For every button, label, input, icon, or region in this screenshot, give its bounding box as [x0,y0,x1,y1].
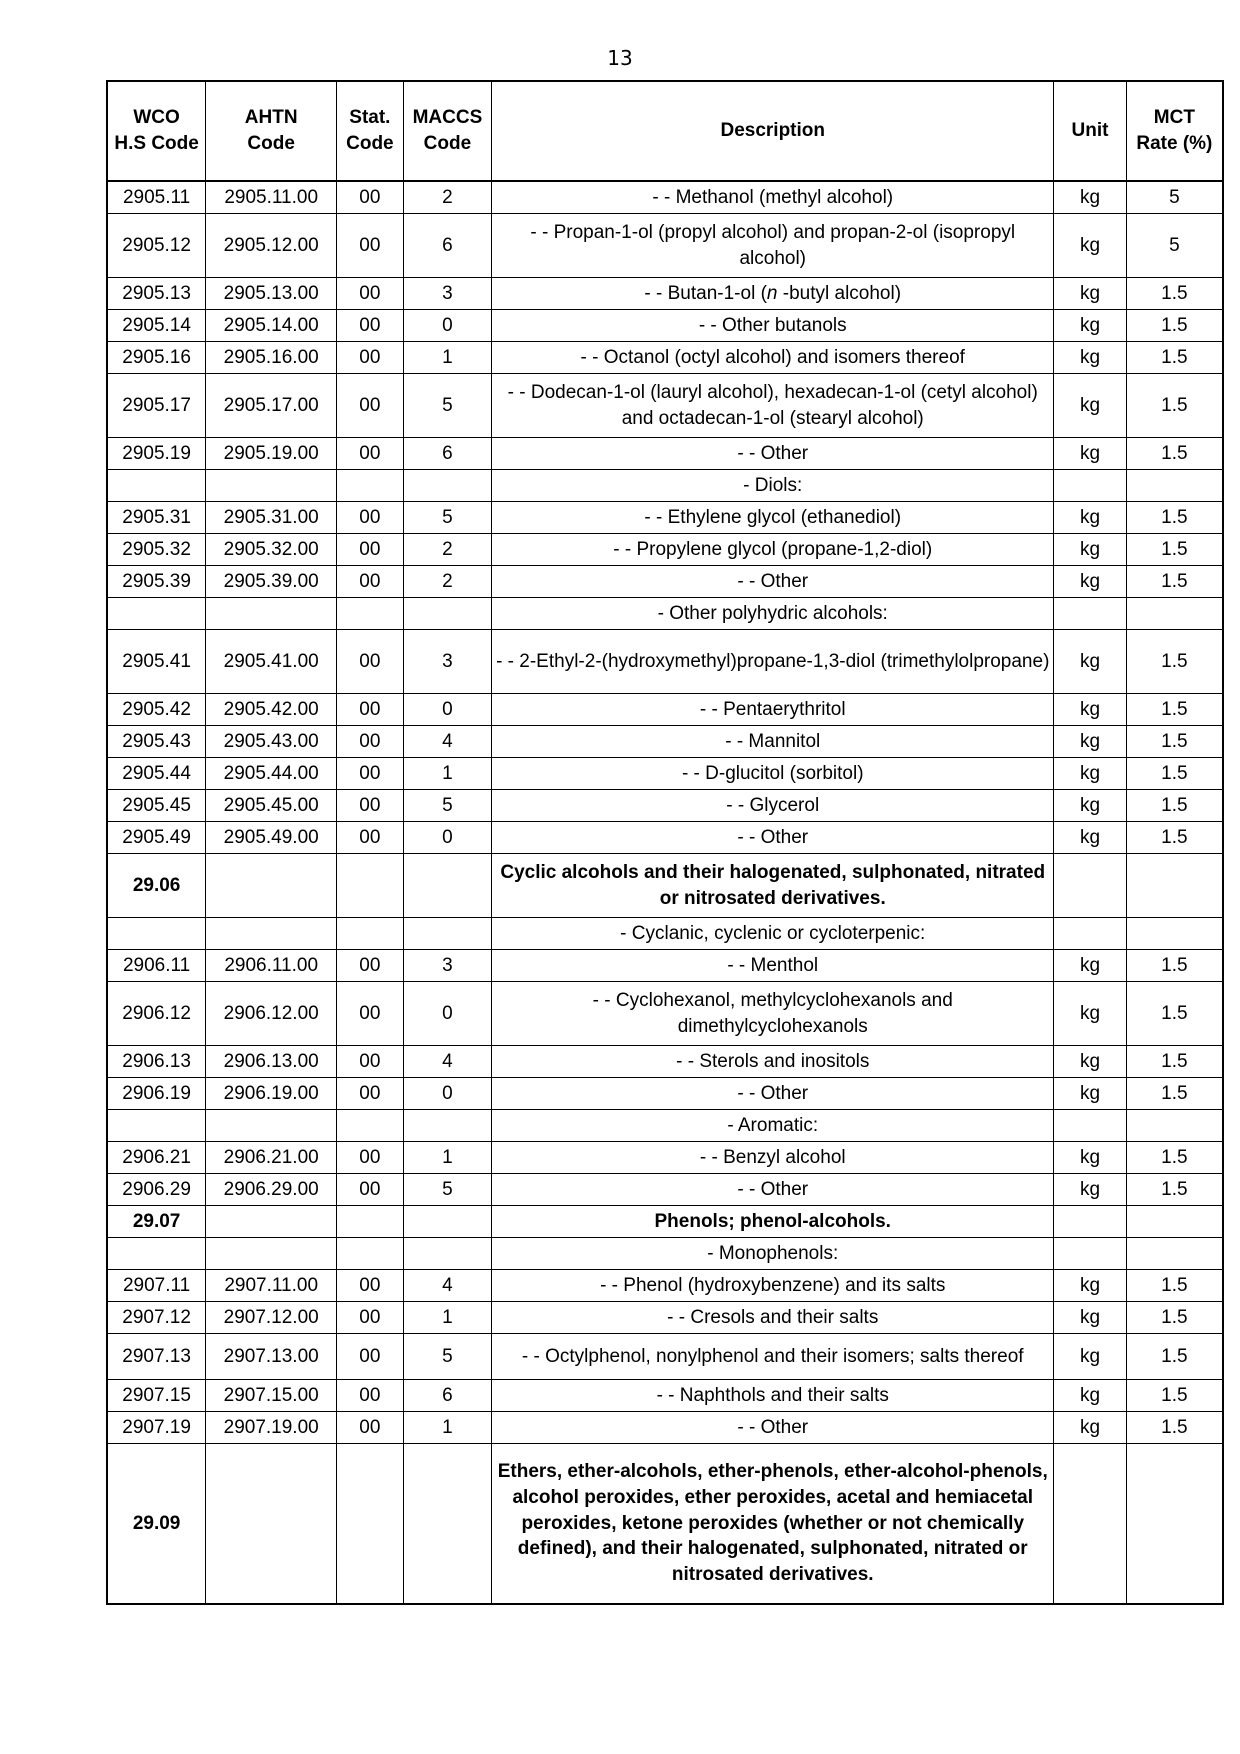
mct-rate-cell: 1.5 [1126,1380,1223,1412]
unit-cell: kg [1054,1046,1127,1078]
unit-cell: kg [1054,1078,1127,1110]
table-row [107,566,1223,598]
description-cell: Ethers, ether-alcohols, ether-phenols, ether-alcohol-phenols, alcohol peroxides, ether peroxides, acetal and hemiacetal peroxides, ketone peroxides (whether or not chemically defined), and their halogenated, sulphonated, nitrated or nitrosated derivatives. [492,1444,1054,1605]
unit-cell: kg [1054,1334,1127,1380]
maccs-code-cell: 6 [403,1380,492,1412]
table-row [107,1334,1223,1380]
table-row [107,1206,1223,1238]
ahtn-code-cell [206,854,337,918]
wco-code-cell [107,598,206,630]
wco-code-cell: 2905.44 [107,758,206,790]
table-row [107,950,1223,982]
mct-rate-cell: 1.5 [1126,310,1223,342]
ahtn-code-cell [206,1444,337,1605]
maccs-code-cell: 5 [403,1334,492,1380]
mct-rate-cell: 1.5 [1126,534,1223,566]
table-row [107,1078,1223,1110]
wco-code-cell [107,470,206,502]
description-cell: - - Other [492,438,1054,470]
table-row [107,1110,1223,1142]
maccs-code-cell: 6 [403,214,492,278]
description-cell: Cyclic alcohols and their halogenated, sulphonated, nitrated or nitrosated derivatives. [492,854,1054,918]
wco-code-cell: 29.07 [107,1206,206,1238]
ahtn-code-cell [206,1206,337,1238]
table-row [107,1302,1223,1334]
table-row [107,758,1223,790]
wco-code-cell: 2906.19 [107,1078,206,1110]
unit-cell: kg [1054,1174,1127,1206]
wco-code-cell: 2907.19 [107,1412,206,1444]
mct-rate-cell: 1.5 [1126,758,1223,790]
description-cell: - - Other [492,566,1054,598]
wco-code-cell: 2905.19 [107,438,206,470]
table-row [107,1238,1223,1270]
description-cell: - Cyclanic, cyclenic or cycloterpenic: [492,918,1054,950]
table-row [107,694,1223,726]
table-row [107,726,1223,758]
unit-cell: kg [1054,1302,1127,1334]
wco-code-cell: 2905.41 [107,630,206,694]
maccs-code-cell: 5 [403,1174,492,1206]
stat-code-cell: 00 [337,534,403,566]
wco-code-cell: 2906.11 [107,950,206,982]
table-row [107,1412,1223,1444]
wco-code-cell: 2905.39 [107,566,206,598]
description-cell: Phenols; phenol-alcohols. [492,1206,1054,1238]
description-cell: - - Phenol (hydroxybenzene) and its salts [492,1270,1054,1302]
maccs-code-cell [403,1110,492,1142]
ahtn-code-cell: 2906.12.00 [206,982,337,1046]
unit-cell [1054,598,1127,630]
mct-rate-cell: 1.5 [1126,1270,1223,1302]
ahtn-code-cell [206,918,337,950]
description-cell: - - Cresols and their salts [492,1302,1054,1334]
wco-code-cell: 2905.16 [107,342,206,374]
wco-code-cell [107,1238,206,1270]
description-cell: - Aromatic: [492,1110,1054,1142]
mct-rate-cell [1126,854,1223,918]
stat-code-cell: 00 [337,438,403,470]
unit-cell: kg [1054,726,1127,758]
unit-cell: kg [1054,1412,1127,1444]
wco-code-cell: 2905.31 [107,502,206,534]
mct-rate-cell: 1.5 [1126,1334,1223,1380]
ahtn-code-cell: 2906.11.00 [206,950,337,982]
ahtn-code-cell: 2905.45.00 [206,790,337,822]
wco-code-cell: 2905.43 [107,726,206,758]
stat-code-cell: 00 [337,214,403,278]
wco-code-cell: 2905.32 [107,534,206,566]
description-cell: - - Mannitol [492,726,1054,758]
wco-code-cell: 2905.45 [107,790,206,822]
table-row [107,1142,1223,1174]
description-cell: - - Propan-1-ol (propyl alcohol) and propan-2-ol (isopropyl alcohol) [492,214,1054,278]
ahtn-code-cell: 2905.13.00 [206,278,337,310]
mct-rate-cell: 1.5 [1126,438,1223,470]
description-cell: - - Other [492,1174,1054,1206]
maccs-code-cell: 1 [403,342,492,374]
mct-rate-cell: 1.5 [1126,950,1223,982]
description-cell: - - Cyclohexanol, methylcyclohexanols and dimethylcyclohexanols [492,982,1054,1046]
ahtn-code-cell: 2905.19.00 [206,438,337,470]
wco-code-cell: 2906.12 [107,982,206,1046]
maccs-code-cell [403,598,492,630]
table-row [107,438,1223,470]
stat-code-cell [337,1110,403,1142]
unit-cell: kg [1054,982,1127,1046]
unit-cell: kg [1054,214,1127,278]
ahtn-code-cell [206,1238,337,1270]
table-row [107,854,1223,918]
description-cell: - - Benzyl alcohol [492,1142,1054,1174]
ahtn-code-cell: 2905.39.00 [206,566,337,598]
mct-rate-cell: 1.5 [1126,1174,1223,1206]
description-cell: - Other polyhydric alcohols: [492,598,1054,630]
maccs-code-cell: 1 [403,1412,492,1444]
description-cell: - - Other butanols [492,310,1054,342]
maccs-code-cell: 1 [403,1142,492,1174]
stat-code-cell: 00 [337,1380,403,1412]
mct-rate-cell: 1.5 [1126,1046,1223,1078]
description-cell: - - Menthol [492,950,1054,982]
table-row [107,1046,1223,1078]
stat-code-cell: 00 [337,181,403,214]
unit-cell [1054,1206,1127,1238]
stat-code-cell: 00 [337,694,403,726]
header-stat-code: Stat. Code [337,81,403,181]
ahtn-code-cell: 2905.16.00 [206,342,337,374]
stat-code-cell [337,598,403,630]
maccs-code-cell: 5 [403,374,492,438]
wco-code-cell: 2905.13 [107,278,206,310]
wco-code-cell: 2905.49 [107,822,206,854]
stat-code-cell: 00 [337,502,403,534]
unit-cell: kg [1054,342,1127,374]
stat-code-cell: 00 [337,1046,403,1078]
mct-rate-cell: 1.5 [1126,1078,1223,1110]
maccs-code-cell: 3 [403,630,492,694]
unit-cell [1054,854,1127,918]
unit-cell: kg [1054,694,1127,726]
unit-cell: kg [1054,502,1127,534]
unit-cell: kg [1054,374,1127,438]
description-cell: - - Octylphenol, nonylphenol and their isomers; salts thereof [492,1334,1054,1380]
table-row [107,1270,1223,1302]
stat-code-cell: 00 [337,566,403,598]
description-cell: - - Naphthols and their salts [492,1380,1054,1412]
maccs-code-cell: 3 [403,950,492,982]
wco-code-cell: 2905.42 [107,694,206,726]
mct-rate-cell: 1.5 [1126,726,1223,758]
table-row [107,181,1223,214]
ahtn-code-cell: 2907.13.00 [206,1334,337,1380]
unit-cell: kg [1054,950,1127,982]
stat-code-cell: 00 [337,1412,403,1444]
ahtn-code-cell [206,1110,337,1142]
ahtn-code-cell: 2905.32.00 [206,534,337,566]
unit-cell [1054,1110,1127,1142]
stat-code-cell: 00 [337,1078,403,1110]
stat-code-cell: 00 [337,278,403,310]
header-unit: Unit [1054,81,1127,181]
ahtn-code-cell: 2905.44.00 [206,758,337,790]
description-cell: - - Butan-1-ol (n -butyl alcohol) [492,278,1054,310]
ahtn-code-cell [206,470,337,502]
wco-code-cell [107,1110,206,1142]
mct-rate-cell [1126,598,1223,630]
unit-cell: kg [1054,1380,1127,1412]
mct-rate-cell: 1.5 [1126,790,1223,822]
wco-code-cell: 2907.13 [107,1334,206,1380]
unit-cell: kg [1054,790,1127,822]
stat-code-cell: 00 [337,950,403,982]
table-row [107,598,1223,630]
stat-code-cell [337,1444,403,1605]
tariff-table [106,80,1224,1605]
maccs-code-cell [403,918,492,950]
table-row [107,918,1223,950]
unit-cell [1054,1238,1127,1270]
ahtn-code-cell: 2906.29.00 [206,1174,337,1206]
table-row [107,822,1223,854]
unit-cell: kg [1054,310,1127,342]
stat-code-cell: 00 [337,310,403,342]
maccs-code-cell: 6 [403,438,492,470]
stat-code-cell [337,854,403,918]
maccs-code-cell: 5 [403,790,492,822]
stat-code-cell: 00 [337,1142,403,1174]
ahtn-code-cell: 2905.14.00 [206,310,337,342]
unit-cell: kg [1054,1270,1127,1302]
wco-code-cell: 2906.29 [107,1174,206,1206]
maccs-code-cell: 2 [403,566,492,598]
unit-cell [1054,1444,1127,1605]
page-number: 13 [607,46,633,70]
table-row [107,630,1223,694]
stat-code-cell [337,1206,403,1238]
wco-code-cell: 2907.12 [107,1302,206,1334]
maccs-code-cell: 3 [403,278,492,310]
wco-code-cell: 29.09 [107,1444,206,1605]
maccs-code-cell: 2 [403,534,492,566]
wco-code-cell: 2907.15 [107,1380,206,1412]
description-cell: - - Methanol (methyl alcohol) [492,181,1054,214]
mct-rate-cell: 1.5 [1126,694,1223,726]
header-wco-hs-code: WCO H.S Code [107,81,206,181]
table-row [107,1444,1223,1605]
ahtn-code-cell: 2906.19.00 [206,1078,337,1110]
unit-cell [1054,470,1127,502]
maccs-code-cell [403,1444,492,1605]
unit-cell: kg [1054,438,1127,470]
wco-code-cell [107,918,206,950]
maccs-code-cell: 2 [403,181,492,214]
description-cell: - - Octanol (octyl alcohol) and isomers thereof [492,342,1054,374]
stat-code-cell: 00 [337,758,403,790]
ahtn-code-cell: 2907.19.00 [206,1412,337,1444]
mct-rate-cell: 1.5 [1126,982,1223,1046]
mct-rate-cell: 1.5 [1126,630,1223,694]
maccs-code-cell: 1 [403,758,492,790]
unit-cell: kg [1054,630,1127,694]
mct-rate-cell: 1.5 [1126,374,1223,438]
maccs-code-cell [403,470,492,502]
unit-cell: kg [1054,822,1127,854]
wco-code-cell: 2905.12 [107,214,206,278]
maccs-code-cell [403,1238,492,1270]
table-row [107,342,1223,374]
table-row [107,982,1223,1046]
header-description: Description [492,81,1054,181]
header-ahtn-code: AHTN Code [206,81,337,181]
maccs-code-cell [403,1206,492,1238]
ahtn-code-cell: 2907.12.00 [206,1302,337,1334]
unit-cell: kg [1054,758,1127,790]
mct-rate-cell: 5 [1126,214,1223,278]
table-row [107,1174,1223,1206]
description-cell: - - Sterols and inositols [492,1046,1054,1078]
mct-rate-cell: 1.5 [1126,1142,1223,1174]
mct-rate-cell [1126,470,1223,502]
maccs-code-cell: 0 [403,822,492,854]
wco-code-cell: 2905.11 [107,181,206,214]
table-header-row [107,81,1223,181]
unit-cell: kg [1054,181,1127,214]
description-cell: - - Other [492,822,1054,854]
stat-code-cell [337,470,403,502]
unit-cell: kg [1054,1142,1127,1174]
stat-code-cell: 00 [337,822,403,854]
stat-code-cell: 00 [337,342,403,374]
table-row [107,214,1223,278]
ahtn-code-cell: 2906.21.00 [206,1142,337,1174]
mct-rate-cell: 1.5 [1126,566,1223,598]
stat-code-cell: 00 [337,1334,403,1380]
stat-code-cell: 00 [337,982,403,1046]
description-cell: - - Dodecan-1-ol (lauryl alcohol), hexadecan-1-ol (cetyl alcohol) and octadecan-1-ol (stearyl alcohol) [492,374,1054,438]
mct-rate-cell [1126,918,1223,950]
stat-code-cell: 00 [337,630,403,694]
ahtn-code-cell [206,598,337,630]
maccs-code-cell: 0 [403,1078,492,1110]
stat-code-cell: 00 [337,1270,403,1302]
header-maccs-code: MACCS Code [403,81,492,181]
table-row [107,278,1223,310]
unit-cell: kg [1054,534,1127,566]
description-cell: - - 2-Ethyl-2-(hydroxymethyl)propane-1,3-diol (trimethylolpropane) [492,630,1054,694]
table-row [107,502,1223,534]
stat-code-cell [337,918,403,950]
stat-code-cell [337,1238,403,1270]
mct-rate-cell: 1.5 [1126,822,1223,854]
tariff-table-body [107,181,1223,1604]
ahtn-code-cell: 2905.31.00 [206,502,337,534]
mct-rate-cell [1126,1444,1223,1605]
description-cell: - - D-glucitol (sorbitol) [492,758,1054,790]
header-mct-rate: MCT Rate (%) [1126,81,1223,181]
ahtn-code-cell: 2905.41.00 [206,630,337,694]
wco-code-cell: 2907.11 [107,1270,206,1302]
description-cell: - - Ethylene glycol (ethanediol) [492,502,1054,534]
wco-code-cell: 2905.14 [107,310,206,342]
wco-code-cell: 2905.17 [107,374,206,438]
stat-code-cell: 00 [337,790,403,822]
maccs-code-cell: 4 [403,1046,492,1078]
unit-cell: kg [1054,278,1127,310]
maccs-code-cell: 5 [403,502,492,534]
stat-code-cell: 00 [337,374,403,438]
description-cell: - - Pentaerythritol [492,694,1054,726]
mct-rate-cell: 1.5 [1126,342,1223,374]
ahtn-code-cell: 2905.49.00 [206,822,337,854]
table-row [107,790,1223,822]
description-cell: - - Other [492,1078,1054,1110]
maccs-code-cell: 0 [403,982,492,1046]
ahtn-code-cell: 2905.12.00 [206,214,337,278]
description-cell: - Monophenols: [492,1238,1054,1270]
stat-code-cell: 00 [337,1174,403,1206]
table-row [107,310,1223,342]
description-cell: - - Glycerol [492,790,1054,822]
description-cell: - - Propylene glycol (propane-1,2-diol) [492,534,1054,566]
table-row [107,470,1223,502]
unit-cell [1054,918,1127,950]
description-cell: - - Other [492,1412,1054,1444]
mct-rate-cell [1126,1206,1223,1238]
wco-code-cell: 2906.21 [107,1142,206,1174]
mct-rate-cell [1126,1238,1223,1270]
ahtn-code-cell: 2905.17.00 [206,374,337,438]
wco-code-cell: 2906.13 [107,1046,206,1078]
mct-rate-cell: 1.5 [1126,278,1223,310]
table-row [107,534,1223,566]
table-row [107,374,1223,438]
mct-rate-cell: 5 [1126,181,1223,214]
ahtn-code-cell: 2905.11.00 [206,181,337,214]
ahtn-code-cell: 2907.11.00 [206,1270,337,1302]
stat-code-cell: 00 [337,726,403,758]
maccs-code-cell: 4 [403,726,492,758]
maccs-code-cell: 4 [403,1270,492,1302]
maccs-code-cell: 0 [403,310,492,342]
ahtn-code-cell: 2907.15.00 [206,1380,337,1412]
mct-rate-cell: 1.5 [1126,502,1223,534]
ahtn-code-cell: 2905.42.00 [206,694,337,726]
maccs-code-cell: 0 [403,694,492,726]
ahtn-code-cell: 2905.43.00 [206,726,337,758]
maccs-code-cell: 1 [403,1302,492,1334]
stat-code-cell: 00 [337,1302,403,1334]
unit-cell: kg [1054,566,1127,598]
mct-rate-cell: 1.5 [1126,1412,1223,1444]
table-row [107,1380,1223,1412]
wco-code-cell: 29.06 [107,854,206,918]
maccs-code-cell [403,854,492,918]
description-cell: - Diols: [492,470,1054,502]
ahtn-code-cell: 2906.13.00 [206,1046,337,1078]
mct-rate-cell [1126,1110,1223,1142]
mct-rate-cell: 1.5 [1126,1302,1223,1334]
